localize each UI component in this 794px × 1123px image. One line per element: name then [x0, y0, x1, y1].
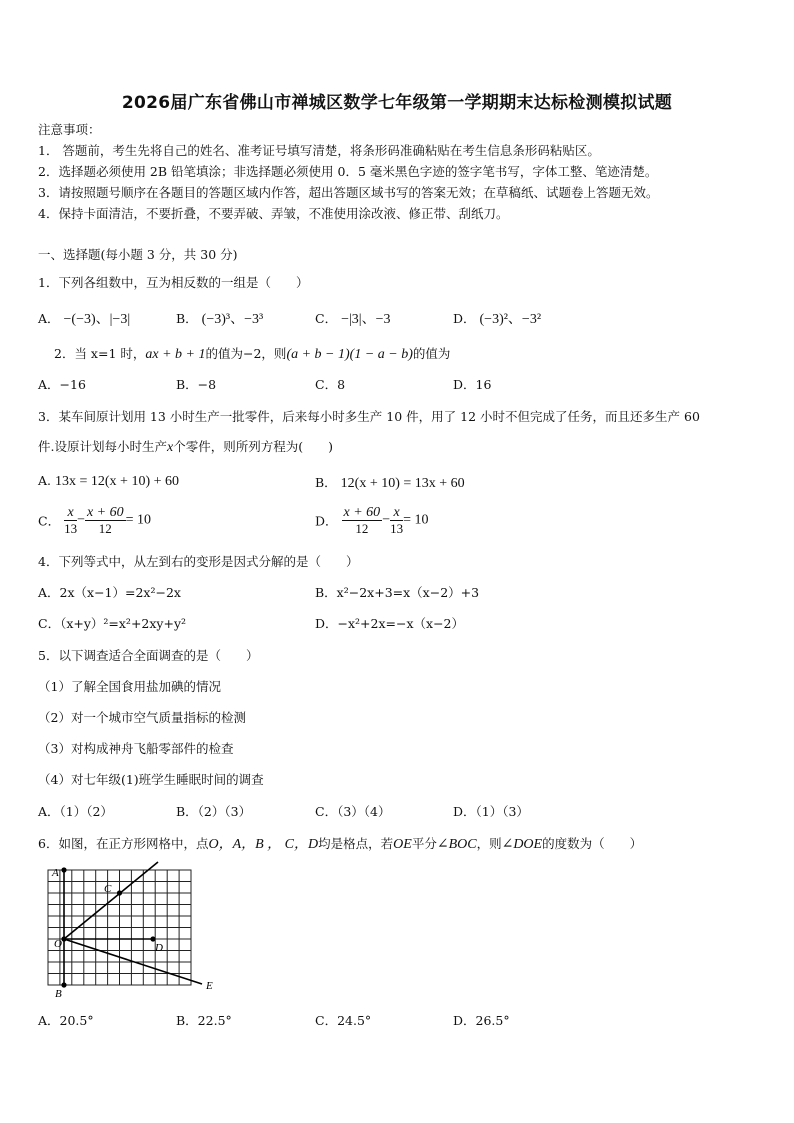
q3-option-c: C． $\frac{x}{13}$ − $\frac{x + 60}{12}$ = 10: [38, 505, 152, 536]
q6-option-c: C．24.5°: [315, 1013, 372, 1028]
label-c: C: [104, 883, 112, 895]
q4-option-b: B．x²−2x+3=x（x−2）+3: [315, 585, 480, 600]
q3-option-d: D． $\frac{x + 60}{12}$ − $\frac{x}{13}$ = 10: [315, 505, 429, 536]
q3-stem-line1: 3．某车间原计划用 13 小时生产一批零件，后来每小时多生产 10 件，用了 12 小时不但完成了任务，而且还多生产 60: [38, 409, 700, 424]
q5-item-1: （1）了解全国食用盐加碘的情况: [38, 679, 221, 694]
point-d: [150, 936, 155, 941]
q6-option-d: D．26.5°: [453, 1013, 510, 1028]
fraction: $\frac{x + 60}{12}$: [343, 505, 381, 536]
q2-option-b: B．−8: [176, 377, 217, 392]
q5-option-d: D．（1）（3）: [453, 804, 529, 819]
note-item-4: 4．保持卡面清洁，不要折叠，不要弄破、弄皱，不准使用涂改液、修正带、刮纸刀。: [38, 206, 509, 221]
label-e: E: [206, 980, 213, 992]
q4-stem: 4．下列等式中，从左到右的变形是因式分解的是（ ）: [38, 554, 359, 569]
point-o: [61, 936, 66, 941]
q3-option-a: A. 13x = 12(x + 10) + 60: [38, 473, 180, 489]
q2-option-a: A．−16: [38, 377, 86, 392]
q2-option-c: C．8: [315, 377, 346, 392]
q3-stem-line2: 件.设原计划每小时生产x个零件，则所列方程为( ): [38, 439, 333, 455]
note-item-1: 1． 答题前，考生先将自己的姓名、准考证号填写清楚，将条形码准确粘贴在考生信息条形码粘贴区。: [38, 143, 600, 158]
q5-stem: 5．以下调查适合全面调查的是（ ）: [38, 648, 259, 663]
q5-item-2: （2）对一个城市空气质量指标的检测: [38, 710, 246, 725]
point-b: [61, 982, 66, 987]
label-o: O: [54, 938, 62, 950]
rays: [64, 862, 202, 985]
label-d: D: [155, 942, 163, 954]
q6-option-a: A．20.5°: [38, 1013, 94, 1028]
q1-option-b: B． (−3)³、−3³: [176, 311, 264, 327]
q2-option-d: D．16: [453, 377, 492, 392]
q3-option-b: B． 12(x + 10) = 13x + 60: [315, 475, 465, 491]
q2-stem: 2．当 x=1 时，ax + b + 1的值为−2，则(a + b − 1)(1 − a − b)的值为: [54, 346, 451, 362]
label-a: A: [52, 867, 59, 879]
q5-option-a: A．（1）（2）: [38, 804, 113, 819]
section-heading: 一、选择题(每小题 3 分，共 30 分): [38, 247, 238, 262]
note-item-2: 2．选择题必须使用 2B 铅笔填涂；非选择题必须使用 0．5 毫米黑色字迹的签字笔书写，字体工整、笔迹清楚。: [38, 164, 658, 179]
q1-option-d: D． (−3)²、−3²: [453, 311, 542, 327]
q4-option-a: A．2x（x−1）=2x²−2x: [38, 585, 181, 600]
q5-item-4: （4）对七年级(1)班学生睡眠时间的调查: [38, 772, 264, 787]
grid-lines: [48, 870, 191, 985]
q1-option-c: C． −|3|、−3: [315, 311, 391, 327]
fraction: $\frac{x}{13}$: [390, 505, 404, 536]
q4-option-d: D．−x²+2x=−x（x−2）: [315, 616, 465, 631]
fraction: $\frac{x}{13}$: [64, 505, 78, 536]
q1-option-a: A． −(−3)、|−3|: [38, 311, 131, 327]
q6-option-b: B．22.5°: [176, 1013, 232, 1028]
note-item-3: 3．请按照题号顺序在各题目的答题区域内作答，超出答题区域书写的答案无效；在草稿纸、试题卷上答题无效。: [38, 185, 659, 200]
point-a: [61, 867, 66, 872]
q5-item-3: （3）对构成神舟飞船零部件的检查: [38, 741, 234, 756]
fraction: $\frac{x + 60}{12}$: [86, 505, 124, 536]
q5-option-c: C．（3）（4）: [315, 804, 391, 819]
q4-option-c: C．（x+y）²=x²+2xy+y²: [38, 616, 187, 631]
point-c: [117, 890, 122, 895]
q6-grid-figure: [40, 858, 230, 1004]
q1-stem: 1．下列各组数中，互为相反数的一组是（ ）: [38, 275, 309, 290]
q5-option-b: B．（2）（3）: [176, 804, 252, 819]
page-title: 2026届广东省佛山市禅城区数学七年级第一学期期末达标检测模拟试题: [121, 93, 673, 113]
label-b: B: [55, 988, 62, 1000]
q6-stem: 6．如图，在正方形网格中，点O，A，B ， C，D均是格点，若OE平分∠BOC，则∠DOE的度数为（ ）: [38, 836, 643, 852]
notes-heading: 注意事项：: [38, 122, 101, 137]
